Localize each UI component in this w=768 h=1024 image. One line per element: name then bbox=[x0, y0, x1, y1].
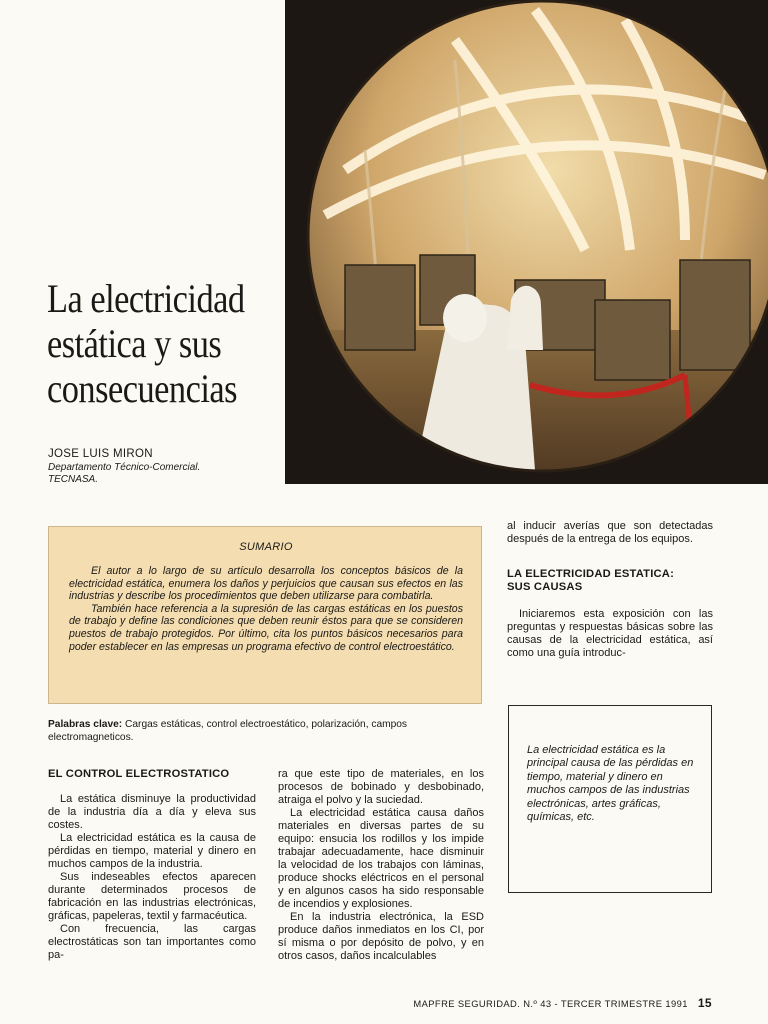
cleanroom-photo bbox=[285, 0, 768, 484]
pull-quote-box bbox=[508, 705, 712, 893]
body-paragraph: Sus indeseables efectos aparecen durante determinados procesos de fabricación en las industrias electrónicas, gráficas, papeleras, textil y farmacéutica. bbox=[48, 871, 256, 922]
page-footer bbox=[413, 996, 712, 1010]
summary-paragraph: También hace referencia a la supresión de las cargas estáticas en los puestos de trabajo y define las condiciones que deben reunir éstos para que se consideren puestos de trabajo protegidos. Por último, cita los puntos básicos necesarios para poder establecer en las empresas un programa efectivo de control electroestático. bbox=[69, 602, 463, 653]
body-paragraph: Iniciaremos esta exposición con las preguntas y respuestas básicas sobre las causas de la electricidad estática, así como una guía introduc- bbox=[507, 608, 713, 659]
summary-box bbox=[48, 526, 482, 704]
body-paragraph: En la industria electrónica, la ESD produce daños inmediatos en los CI, por sí misma o por depósito de polvo, y en otros casos, daños incalculables bbox=[278, 911, 484, 962]
author-block bbox=[48, 448, 278, 486]
footer-publication: MAPFRE SEGURIDAD. N.º 43 - TERCER TRIMESTRE 1991 bbox=[413, 998, 688, 1009]
pull-quote-text: La electricidad estática es la principal causa de las pérdidas en tiempo, material y dinero en muchos campos de las industrias electrónicas, artes gráficas, químicas, etc. bbox=[527, 744, 694, 824]
title-line-2: estática y sus bbox=[47, 321, 222, 366]
keywords-label: Palabras clave: bbox=[48, 719, 123, 730]
article-title bbox=[47, 276, 253, 411]
author-company: TECNASA. bbox=[48, 474, 99, 485]
keywords bbox=[48, 719, 484, 745]
body-paragraph: ra que este tipo de materiales, en los procesos de bobinado y desbobinado, atraiga el polvo y la suciedad. bbox=[278, 768, 484, 806]
section-heading bbox=[507, 568, 713, 594]
body-paragraph: Con frecuencia, las cargas electrostáticas son tan importantes como pa- bbox=[48, 923, 256, 961]
column-3 bbox=[507, 520, 713, 660]
keywords-text: Cargas estáticas, control electroestático, polarización, campos electromagneticos. bbox=[48, 719, 408, 743]
body-paragraph: La estática disminuye la productividad de la industria día a día y eleva sus costes. bbox=[48, 793, 256, 831]
column-1 bbox=[48, 768, 256, 962]
column-2 bbox=[278, 768, 484, 963]
body-paragraph: La electricidad estática causa daños materiales en diversas partes de su equipo: ensucia los rodillos y los impide trabajar adecuadamente, hace disminuir la velocidad de los trabajos con láminas, produce shocks eléctricos en el personal y en algunos casos ha sido responsable de incendios y explosiones. bbox=[278, 807, 484, 910]
body-paragraph: al inducir averías que son detectadas después de la entrega de los equipos. bbox=[507, 520, 713, 545]
title-line-1: La electricidad bbox=[47, 276, 245, 321]
section-heading: EL CONTROL ELECTROSTATICO bbox=[48, 768, 230, 780]
summary-paragraph: El autor a lo largo de su artículo desarrolla los conceptos básicos de la electricidad estática, enumera los daños y perjuicios que causan sus efectos en las industrias y describe los procedimientos que deben utilizarse para combatirla. bbox=[69, 565, 463, 603]
summary-title: SUMARIO bbox=[239, 541, 293, 553]
author-name: JOSE LUIS MIRON bbox=[48, 448, 153, 460]
heading-line: LA ELECTRICIDAD ESTATICA: bbox=[507, 568, 674, 580]
heading-line: SUS CAUSAS bbox=[507, 581, 583, 593]
page-number: 15 bbox=[697, 996, 712, 1010]
body-paragraph: La electricidad estática es la causa de pérdidas en tiempo, material y dinero en muchos campos de la industria. bbox=[48, 832, 256, 870]
title-line-3: consecuencias bbox=[47, 366, 238, 411]
author-department: Departamento Técnico-Comercial. bbox=[48, 462, 201, 473]
